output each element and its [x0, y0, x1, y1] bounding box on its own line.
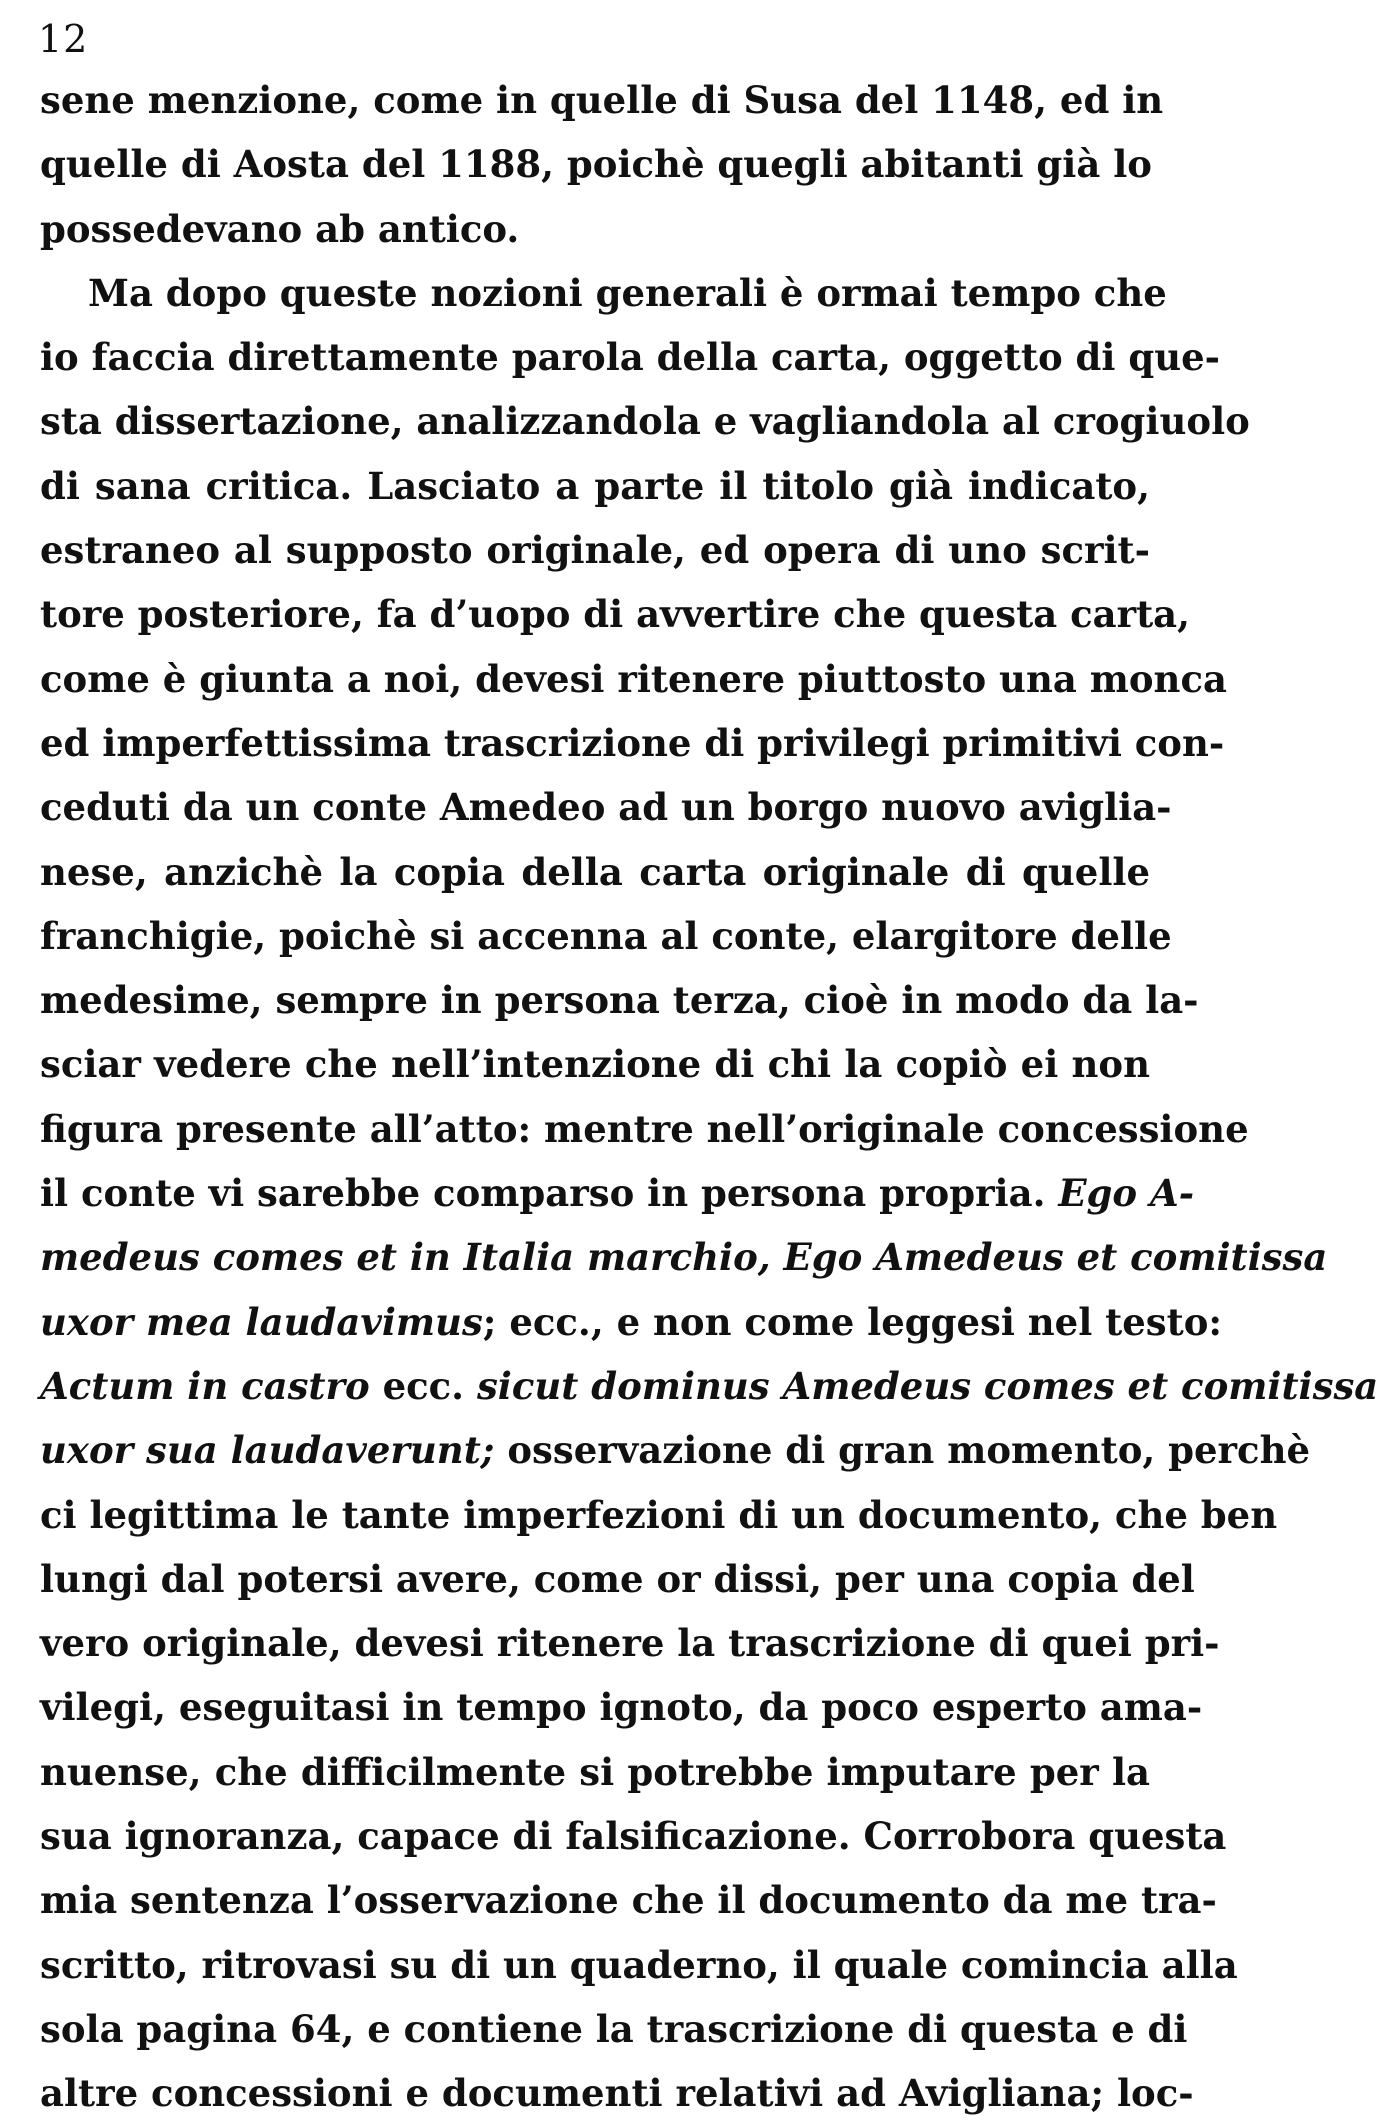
italic-segment: sicut dominus Amedeus comes et comitissa	[476, 1363, 1378, 1408]
text-line: nese, anzichè la copia della carta originale di quelle	[40, 849, 1150, 894]
body-text	[40, 68, 1378, 2126]
text-line: io faccia direttamente parola della carta, oggetto di que-	[40, 335, 1221, 380]
text-line: franchigie, poichè si accenna al conte, elargitore delle	[40, 913, 1172, 958]
text-line: estraneo al supposto originale, ed opera di uno scrit-	[40, 528, 1150, 573]
italic-segment: uxor sua laudaverunt;	[40, 1428, 495, 1473]
text-line: nuense, che difficilmente si potrebbe imputare per la	[40, 1749, 1150, 1794]
text-line-mixed	[40, 1418, 1311, 1482]
text-line: vilegi, eseguitasi in tempo ignoto, da poco esperto ama-	[40, 1685, 1203, 1730]
text-line: di sana critica. Lasciato a parte il titolo già indicato,	[40, 463, 1150, 508]
text-line: figura presente all’atto: mentre nell’originale concessione	[40, 1106, 1249, 1151]
italic-segment: uxor mea laudavimus	[40, 1299, 483, 1344]
text-line: sta dissertazione, analizzandola e vagliandola al crogiuolo	[40, 399, 1250, 444]
text-line: ceduti da un conte Amedeo ad un borgo nuovo aviglia-	[40, 785, 1172, 830]
text-line-mixed	[40, 1354, 1378, 1418]
text-line-mixed: uxor mea laudavimus; ecc., e non come leggesi nel testo:	[40, 1299, 1223, 1344]
page-number: 12	[38, 17, 89, 61]
text-line: sola pagina 64, e contiene la trascrizione di questa e di	[40, 2006, 1188, 2051]
text-line: come è giunta a noi, devesi ritenere piuttosto una monca	[40, 656, 1227, 701]
text-line: quelle di Aosta del 1188, poichè quegli abitanti già lo	[40, 142, 1152, 187]
text-line-italic: medeus comes et in Italia marchio, Ego Amedeus et comitissa	[40, 1235, 1328, 1280]
text-segment: osservazione di gran momento, perchè	[494, 1428, 1311, 1473]
italic-segment: Ego A-	[1058, 1171, 1195, 1216]
text-line: ed imperfettissima trascrizione di privilegi primitivi con-	[40, 720, 1225, 765]
text-line: sua ignoranza, capace di falsificazione. Corrobora questa	[40, 1814, 1227, 1859]
text-line: vero originale, devesi ritenere la trascrizione di quei pri-	[40, 1621, 1220, 1666]
italic-segment: Actum in castro	[40, 1363, 370, 1408]
text-line: tore posteriore, fa d’uopo di avvertire che questa carta,	[40, 592, 1191, 637]
text-segment: ecc.	[369, 1363, 477, 1408]
text-line: possedevano ab antico.	[40, 206, 520, 251]
text-segment: ;	[482, 1299, 497, 1344]
text-segment: il conte vi sarebbe comparso in persona propria.	[40, 1171, 1046, 1216]
text-line: lungi dal potersi avere, come or dissi, per una copia del	[40, 1556, 1195, 1601]
text-line: sene menzione, come in quelle di Susa del 1148, ed in	[40, 78, 1164, 122]
text-line: altre concessioni e documenti relativi ad Avigliana; loc-	[40, 2071, 1194, 2116]
text-line: mia sentenza l’osservazione che il documento da me tra-	[40, 1878, 1217, 1923]
text-line: medesime, sempre in persona terza, cioè in modo da la-	[40, 978, 1199, 1023]
text-line-mixed	[40, 1161, 1195, 1225]
text-line: sciar vedere che nell’intenzione di chi la copiò ei non	[40, 1042, 1150, 1087]
text-line: ci legittima le tante imperfezioni di un documento, che ben	[40, 1492, 1278, 1537]
paragraph-first-line: Ma dopo queste nozioni generali è ormai tempo che	[88, 270, 1167, 315]
text-line: scritto, ritrovasi su di un quaderno, il quale comincia alla	[40, 1942, 1238, 1987]
